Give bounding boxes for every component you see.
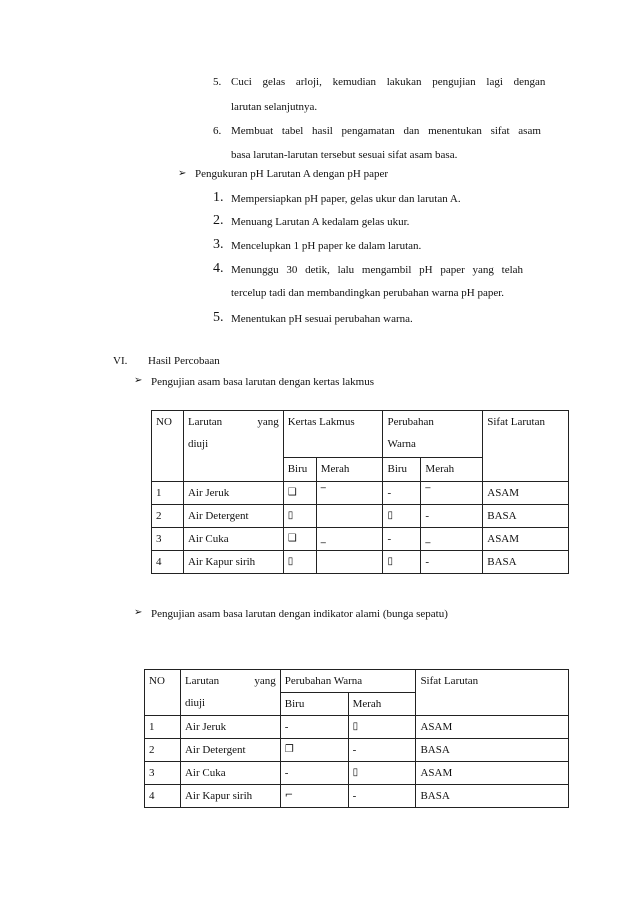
cell-larutan: Air Jeruk xyxy=(180,716,280,739)
table-row xyxy=(145,785,569,808)
cell-sifat: ASAM xyxy=(483,482,569,505)
header-diuji-word: diuji xyxy=(187,438,209,450)
cell-no: 3 xyxy=(145,762,181,785)
cell-perubahan-merah: - xyxy=(421,505,483,528)
header-no: NO xyxy=(152,411,184,482)
step-b5-number: 5. xyxy=(213,310,224,325)
litmus-table xyxy=(151,410,569,574)
subheader-merah: Merah xyxy=(421,458,483,482)
cell-kertas-merah: _ xyxy=(316,528,383,551)
step-b3-text: Mencelupkan 1 pH paper ke dalam larutan. xyxy=(231,240,422,252)
step-a5-number: 5. xyxy=(213,76,222,88)
cell-kertas-merah: ‾ xyxy=(316,482,383,505)
header-perubahan-warna xyxy=(383,411,483,458)
cell-larutan: Air Kapur sirih xyxy=(183,551,283,574)
cell-perubahan-merah: _ xyxy=(421,528,483,551)
header-yang-word: yang xyxy=(257,416,279,428)
subheader-biru: Biru xyxy=(383,458,421,482)
step-a6-line1: Membuat tabel hasil pengamatan dan menentukan sifat asam xyxy=(231,125,541,137)
table-header-row xyxy=(152,411,569,458)
table-row xyxy=(145,716,569,739)
table-row xyxy=(152,505,569,528)
table-row xyxy=(145,739,569,762)
table2-caption: Pengujian asam basa larutan dengan indikator alami (bunga sepatu) xyxy=(151,608,448,620)
table-row xyxy=(152,528,569,551)
table-row xyxy=(152,551,569,574)
table1-caption: Pengujian asam basa larutan dengan kertas lakmus xyxy=(151,376,374,388)
step-a5-line2: larutan selanjutnya. xyxy=(231,101,318,113)
cell-kertas-biru: ❑ xyxy=(283,528,316,551)
cell-perubahan-merah: - xyxy=(421,551,483,574)
cell-sifat: ASAM xyxy=(416,762,569,785)
cell-sifat: BASA xyxy=(416,785,569,808)
header-sifat-larutan: Sifat Larutan xyxy=(416,670,569,716)
header-sifat-larutan: Sifat Larutan xyxy=(483,411,569,482)
cell-no: 2 xyxy=(145,739,181,762)
cell-biru: - xyxy=(280,716,348,739)
subheader-merah: Merah xyxy=(348,693,416,716)
header-larutan-word: Larutan xyxy=(187,416,223,428)
header-larutan xyxy=(180,670,280,716)
subheader-biru: Biru xyxy=(283,458,316,482)
cell-perubahan-biru: - xyxy=(383,528,421,551)
step-a5-line1 xyxy=(231,76,562,88)
cell-no: 2 xyxy=(152,505,184,528)
cell-biru: ❐ xyxy=(280,739,348,762)
header-warna-word: Warna xyxy=(387,438,416,450)
section-number: VI. xyxy=(113,355,128,367)
header-diuji-word: diuji xyxy=(184,697,206,709)
header-perubahan-warna: Perubahan Warna xyxy=(280,670,416,693)
step-a6-line2: basa larutan-larutan tersebut sesuai sifat asam basa. xyxy=(231,149,458,161)
cell-no: 4 xyxy=(145,785,181,808)
cell-larutan: Air Detergent xyxy=(183,505,283,528)
table-row xyxy=(145,762,569,785)
cell-merah: ▯ xyxy=(348,762,416,785)
bullet-ph-title: Pengukuran pH Larutan A dengan pH paper xyxy=(195,168,389,180)
header-no: NO xyxy=(145,670,181,716)
step-b1-number: 1. xyxy=(213,190,224,205)
cell-no: 3 xyxy=(152,528,184,551)
cell-perubahan-biru: - xyxy=(383,482,421,505)
indicator-table xyxy=(144,669,569,808)
cell-sifat: BASA xyxy=(483,551,569,574)
header-yang-word: yang xyxy=(254,675,276,687)
cell-larutan: Air Jeruk xyxy=(183,482,283,505)
step-b2-text: Menuang Larutan A kedalam gelas ukur. xyxy=(231,216,410,228)
cell-no: 4 xyxy=(152,551,184,574)
cell-kertas-biru: ❑ xyxy=(283,482,316,505)
cell-no: 1 xyxy=(145,716,181,739)
arrow-bullet-icon: ➢ xyxy=(134,375,143,386)
subheader-biru: Biru xyxy=(280,693,348,716)
cell-perubahan-biru: ▯ xyxy=(383,505,421,528)
header-kertas-lakmus: Kertas Lakmus xyxy=(283,411,383,458)
arrow-bullet-icon: ➢ xyxy=(134,607,143,618)
cell-merah: ▯ xyxy=(348,716,416,739)
step-b5-text: Menentukan pH sesuai perubahan warna. xyxy=(231,313,413,325)
cell-larutan: Air Cuka xyxy=(180,762,280,785)
step-b4-number: 4. xyxy=(213,261,224,276)
step-a6-number: 6. xyxy=(213,125,222,137)
cell-kertas-biru: ▯ xyxy=(283,505,316,528)
cell-sifat: ASAM xyxy=(483,528,569,551)
cell-kertas-biru: ▯ xyxy=(283,551,316,574)
table-row xyxy=(152,482,569,505)
cell-kertas-merah xyxy=(316,551,383,574)
header-perubahan-word: Perubahan xyxy=(387,416,434,428)
section-title: Hasil Percobaan xyxy=(148,355,220,367)
step-b3-number: 3. xyxy=(213,237,224,252)
header-larutan xyxy=(183,411,283,482)
cell-sifat: BASA xyxy=(483,505,569,528)
cell-larutan: Air Cuka xyxy=(183,528,283,551)
step-a5-text: Cuci gelas arloji, kemudian lakukan pengujian lagi dengan xyxy=(231,76,546,88)
header-larutan-word: Larutan xyxy=(184,675,220,687)
cell-biru: ⌐ xyxy=(280,785,348,808)
cell-merah: - xyxy=(348,785,416,808)
arrow-bullet-icon: ➢ xyxy=(178,168,187,179)
subheader-merah: Merah xyxy=(316,458,383,482)
table-header-row xyxy=(145,670,569,693)
cell-merah: - xyxy=(348,739,416,762)
step-b2-number: 2. xyxy=(213,213,224,228)
cell-perubahan-biru: ▯ xyxy=(383,551,421,574)
cell-sifat: ASAM xyxy=(416,716,569,739)
cell-perubahan-merah: ‾ xyxy=(421,482,483,505)
step-b4-line2: tercelup tadi dan membandingkan perubahan warna pH paper. xyxy=(231,287,505,299)
cell-larutan: Air Kapur sirih xyxy=(180,785,280,808)
cell-biru: - xyxy=(280,762,348,785)
step-b4-line1: Menunggu 30 detik, lalu mengambil pH paper yang telah xyxy=(231,264,524,276)
cell-sifat: BASA xyxy=(416,739,569,762)
cell-no: 1 xyxy=(152,482,184,505)
step-b1-text: Mempersiapkan pH paper, gelas ukur dan larutan A. xyxy=(231,193,461,205)
cell-larutan: Air Detergent xyxy=(180,739,280,762)
cell-kertas-merah xyxy=(316,505,383,528)
